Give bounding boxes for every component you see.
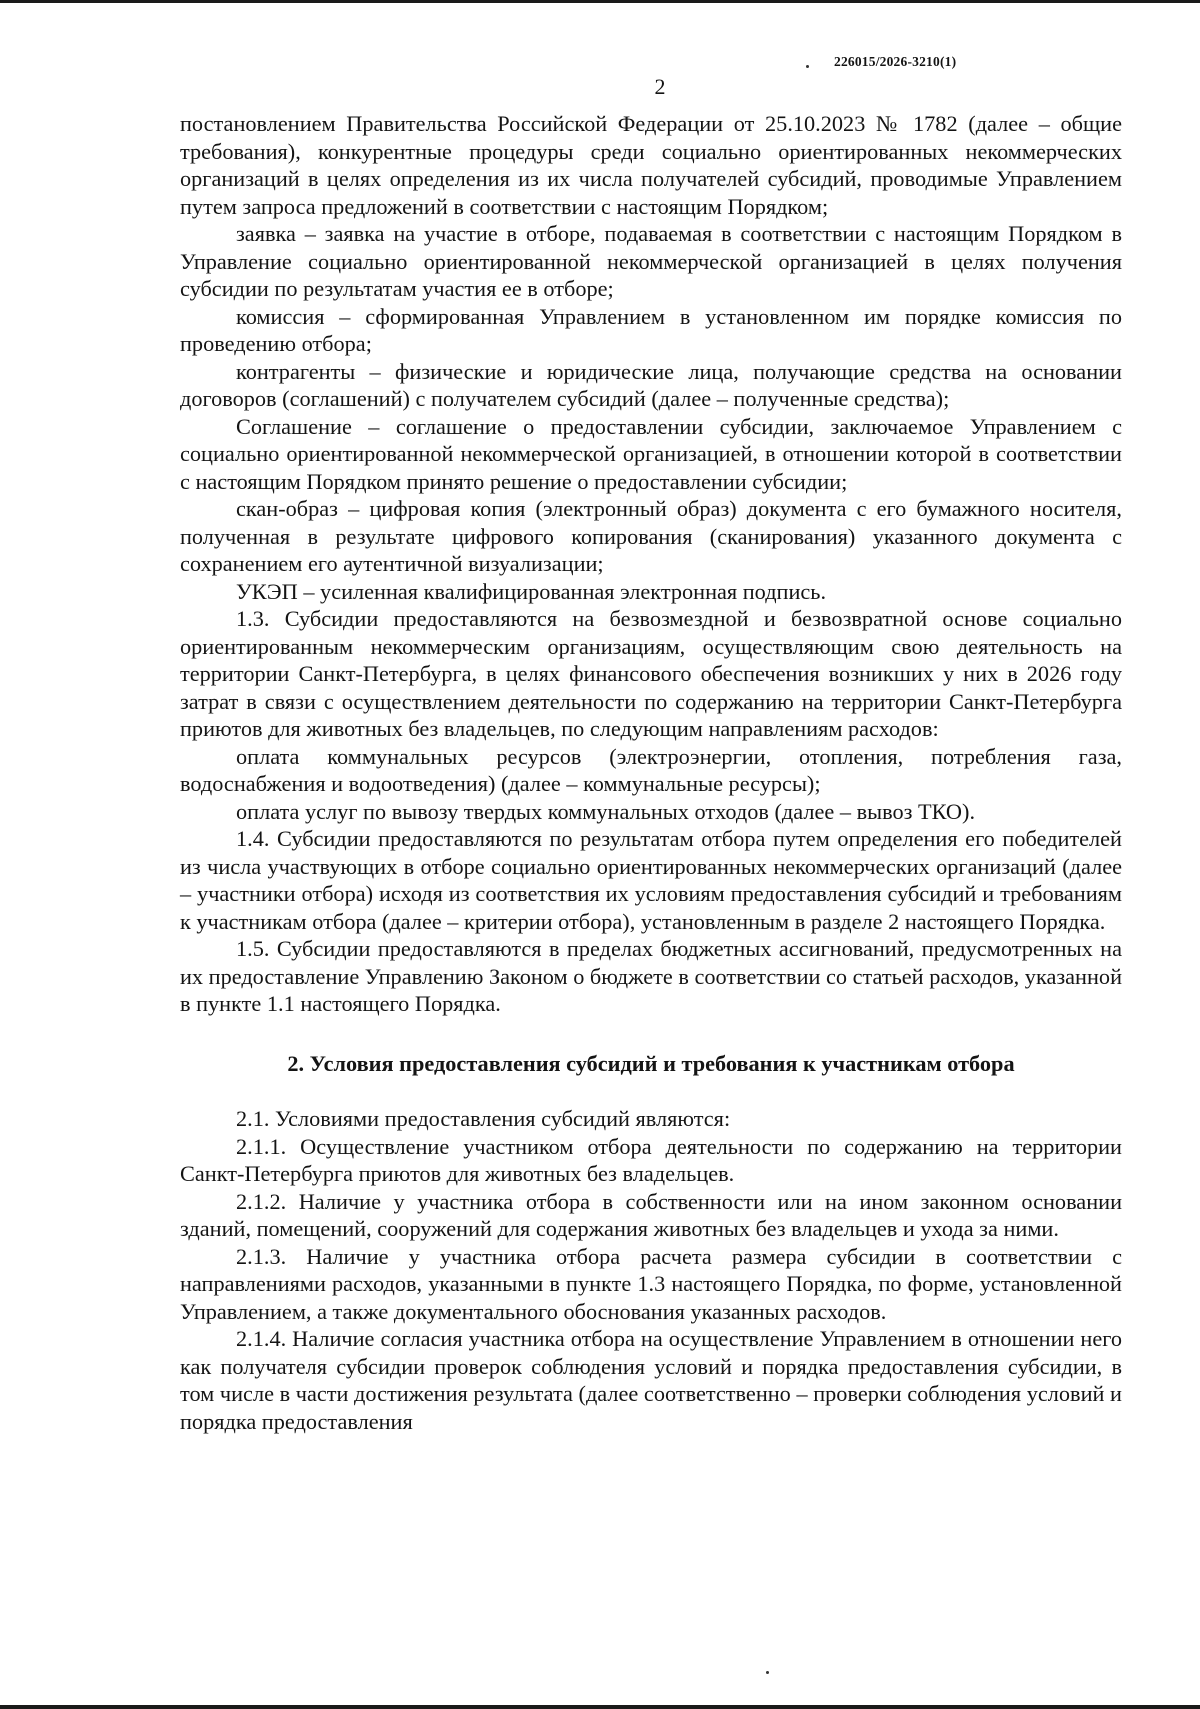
paragraph-2-1: 2.1. Условиями предоставления субсидий являются: — [236, 1106, 731, 1131]
paragraph-1-4: 1.4. Субсидии предоставляются по результатам отбора путем определения его победителей из числа участвующих в отборе социально ориентированных некоммерческих организаций (далее – участники отбора) исходя из соответствия их условиям предоставления субсидий и требованиям к участникам отбора (далее – критерии отбора), установленным в разделе 2 настоящего Порядка. — [180, 826, 1122, 934]
page-number: 2 — [654, 74, 666, 99]
scan-bottom-edge — [0, 1705, 1200, 1709]
document-registration-number: 226015/2026-3210(1) — [834, 54, 957, 69]
paragraph-definitions-continued: постановлением Правительства Российской Федерации от 25.10.2023 № 1782 (далее – общие требования), конкурентные процедуры среди социально ориентированных некоммерческих организаций в целях определения из их числа получателей субсидий, проводимые Управлением путем запроса предложений в соответствии с настоящим Порядком; — [180, 111, 1122, 219]
section-2-heading: 2. Условия предоставления субсидий и требования к участникам отбора — [287, 1050, 1015, 1076]
paragraph-1-3-utilities: оплата коммунальных ресурсов (электроэнергии, отопления, потребления газа, водоснабжения и водоотведения) (далее – коммунальные ресурсы); — [180, 743, 1122, 796]
paragraph-definition-komissiya: комиссия – сформированная Управлением в установленном им порядке комиссия по проведению отбора; — [180, 303, 1122, 356]
paragraph-definition-ukep: УКЭП – усиленная квалифицированная электронная подпись. — [236, 578, 827, 604]
paragraph-1-5: 1.5. Субсидии предоставляются в пределах бюджетных ассигнований, предусмотренных на их предоставление Управлению Законом о бюджете в соответствии со статьей расходов, указанной в пункте 1.1 настоящего Порядка. — [180, 936, 1122, 1016]
paragraph-definition-kontragenty: контрагенты – физические и юридические лица, получающие средства на основании договоров (соглашений) с получателем субсидий (далее – полученные средства); — [180, 358, 1122, 411]
scan-speck — [806, 65, 809, 68]
paragraph-2-1-4: 2.1.4. Наличие согласия участника отбора на осуществление Управлением в отношении него как получателя субсидии проверок соблюдения условий и порядка предоставления субсидии, в том числе в части достижения результата (далее соответственно – проверки соблюдения условий и порядка предоставления — [180, 1326, 1122, 1434]
paragraph-definition-soglashenie: Соглашение – соглашение о предоставлении субсидии, заключаемое Управлением с социально ориентированной некоммерческой организацией, в отношении которой в соответствии с настоящим Порядком принято решение о предоставлении субсидии; — [180, 413, 1122, 494]
paragraph-1-3: 1.3. Субсидии предоставляются на безвозмездной и безвозвратной основе социально ориентированным некоммерческим организациям, осуществляющим свою деятельность на территории Санкт-Петербурга, в целях финансового обеспечения возникших у них в 2026 году затрат в связи с осуществлением деятельности по содержанию на территории Санкт-Петербурга приютов для животных без владельцев, по следующим направлениям расходов: — [180, 606, 1122, 741]
paragraph-1-3-waste-removal: оплата услуг по вывозу твердых коммунальных отходов (далее – вывоз ТКО). — [236, 798, 976, 824]
document-body — [180, 110, 1122, 1435]
paragraph-2-1-1: 2.1.1. Осуществление участником отбора деятельности по содержанию на территории Санкт-Петербурга приютов для животных без владельцев. — [180, 1133, 1122, 1186]
scan-top-edge — [0, 0, 1200, 3]
scan-speck — [766, 1671, 769, 1674]
paragraph-2-1-3: 2.1.3. Наличие у участника отбора расчета размера субсидии в соответствии с направлениями расходов, указанными в пункте 1.3 настоящего Порядка, по форме, установленной Управлением, а также документального обоснования указанных расходов. — [180, 1243, 1122, 1324]
paragraph-2-1-2: 2.1.2. Наличие у участника отбора в собственности или на ином законном основании зданий, помещений, сооружений для содержания животных без владельцев и ухода за ними. — [180, 1188, 1122, 1241]
paragraph-definition-zayavka: заявка – заявка на участие в отборе, подаваемая в соответствии с настоящим Порядком в Управление социально ориентированной некоммерческой организацией в целях получения субсидии по результатам участия ее в отборе; — [180, 221, 1122, 301]
paragraph-definition-skan-obraz: скан-образ – цифровая копия (электронный образ) документа с его бумажного носителя, полученная в результате цифрового копирования (сканирования) указанного документа с сохранением его аутентичной визуализации; — [180, 496, 1122, 576]
